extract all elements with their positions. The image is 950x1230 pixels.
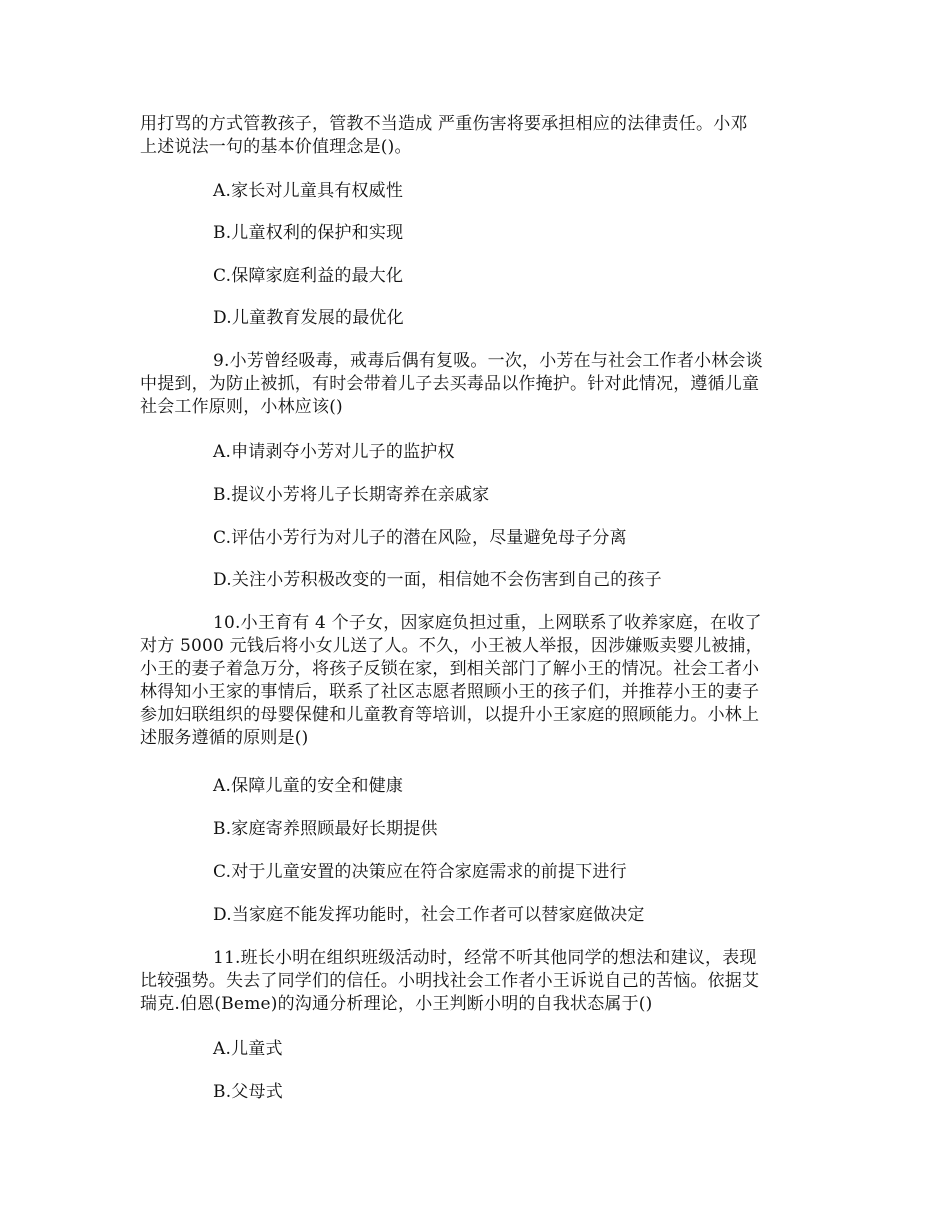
q10-option-d: D.当家庭不能发挥功能时，社会工作者可以替家庭做决定 xyxy=(213,905,645,925)
q10-stem-line-6: 述服务遵循的原则是() xyxy=(140,728,309,748)
q8-stem-line-2: 上述说法一句的基本价值理念是()。 xyxy=(140,137,412,157)
q8-option-d: D.儿童教育发展的最优化 xyxy=(213,308,404,328)
q11-option-a: A.儿童式 xyxy=(213,1039,283,1059)
q8-option-c: C.保障家庭利益的最大化 xyxy=(213,266,404,286)
q9-option-a: A.申请剥夺小芳对儿子的监护权 xyxy=(213,442,455,462)
q10-option-c: C.对于儿童安置的决策应在符合家庭需求的前提下进行 xyxy=(213,862,627,882)
q8-option-a: A.家长对儿童具有权威性 xyxy=(213,181,404,201)
q10-stem-line-5: 参加妇联组织的母婴保健和儿童教育等培训，以提升小王家庭的照顾能力。小林上 xyxy=(140,705,760,725)
q11-option-b: B.父母式 xyxy=(213,1082,283,1102)
q11-stem-line-1: 11.班长小明在组织班级活动时，经常不听其他同学的想法和建议，表现 xyxy=(213,948,757,968)
q9-stem-line-1: 9.小芳曾经吸毒，戒毒后偶有复吸。一次，小芳在与社会工作者小林会谈 xyxy=(213,351,763,371)
q10-stem-line-4: 林得知小王家的事情后，联系了社区志愿者照顾小王的孩子们，并推荐小王的妻子 xyxy=(140,682,760,702)
q10-stem-line-1: 10.小王育有 4 个子女，因家庭负担过重，上网联系了收养家庭，在收了 xyxy=(213,613,762,633)
q10-stem-line-3: 小王的妻子着急万分，将孩子反锁在家，到相关部门了解小王的情况。社会工者小 xyxy=(140,659,760,679)
q10-option-b: B.家庭寄养照顾最好长期提供 xyxy=(213,819,438,839)
q9-option-c: C.评估小芳行为对儿子的潜在风险，尽量避免母子分离 xyxy=(213,528,627,548)
q9-stem-line-2: 中提到，为防止被抓，有时会带着儿子去买毒品以作掩护。针对此情况，遵循儿童 xyxy=(140,374,760,394)
q11-stem-line-2: 比较强势。失去了同学们的信任。小明找社会工作者小王诉说自己的苦恼。依据艾 xyxy=(140,971,760,991)
q10-option-a: A.保障儿童的安全和健康 xyxy=(213,776,404,796)
q9-option-d: D.关注小芳积极改变的一面，相信她不会伤害到自己的孩子 xyxy=(213,570,662,590)
q8-option-b: B.儿童权利的保护和实现 xyxy=(213,223,404,243)
q8-stem-line-1: 用打骂的方式管教孩子，管教不当造成 严重伤害将要承担相应的法律责任。小邓 xyxy=(140,114,748,134)
q10-stem-line-2: 对方 5000 元钱后将小女儿送了人。不久，小王被人举报，因涉嫌贩卖婴儿被捕， xyxy=(140,636,763,656)
q11-stem-line-3: 瑞克.伯恩(Beme)的沟通分析理论，小王判断小明的自我状态属于() xyxy=(140,994,653,1014)
q9-option-b: B.提议小芳将儿子长期寄养在亲戚家 xyxy=(213,485,490,505)
q9-stem-line-3: 社会工作原则，小林应该() xyxy=(140,397,343,417)
